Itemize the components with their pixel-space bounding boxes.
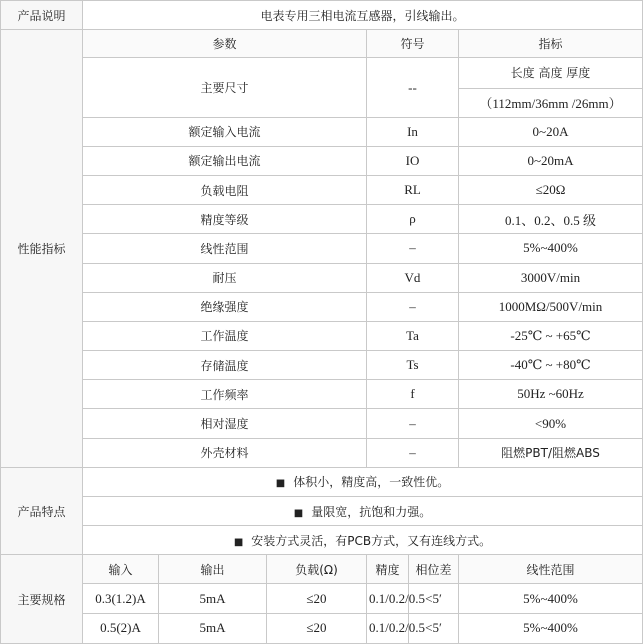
specs-header-row [1, 555, 643, 584]
feature-text: 体积小，精度高，一致性优。 [293, 475, 450, 490]
spec-cell: 0~20A [459, 117, 643, 146]
spec-cell: ≤20Ω [459, 176, 643, 205]
param-cell: 负载电阻 [83, 176, 367, 205]
symbol-cell: – [367, 234, 459, 263]
spec-header: 指标 [459, 30, 643, 58]
symbol-cell: RL [367, 176, 459, 205]
specs-header-accuracy: 精度 [367, 555, 409, 584]
feature-item [83, 526, 643, 555]
spec-cell: 阻燃PBT/阻燃ABS [459, 438, 643, 467]
param-cell: 精度等级 [83, 205, 367, 234]
feature-row [1, 496, 643, 525]
symbol-cell: – [367, 292, 459, 321]
spec-output: 5mA [159, 613, 267, 643]
feature-item [83, 496, 643, 525]
table-row [1, 292, 643, 321]
specs-label: 主要规格 [1, 555, 83, 644]
spec-accuracy: 0.1/0.2/0.5 [367, 584, 409, 613]
bullet-icon: ■ [275, 478, 286, 490]
bullet-icon: ■ [293, 507, 304, 519]
table-row [1, 321, 643, 350]
spec-cell: 5%~400% [459, 234, 643, 263]
symbol-header: 符号 [367, 30, 459, 58]
spec-cell: -40℃ ~ +80℃ [459, 351, 643, 380]
feature-text: 安装方式灵活，有PCB方式，又有连线方式。 [251, 533, 492, 548]
spec-linear: 5%~400% [459, 584, 643, 613]
symbol-cell: f [367, 380, 459, 409]
size-spec-line2: （112mm/36mm /26mm） [459, 88, 643, 117]
spec-output: 5mA [159, 584, 267, 613]
table-row [1, 438, 643, 467]
param-cell: 相对湿度 [83, 409, 367, 438]
table-row [1, 234, 643, 263]
table-row [1, 117, 643, 146]
bullet-icon: ■ [233, 536, 244, 548]
param-cell: 存储温度 [83, 351, 367, 380]
param-cell: 工作温度 [83, 321, 367, 350]
size-symbol: -- [367, 58, 459, 117]
symbol-cell: Ta [367, 321, 459, 350]
feature-text: 量限宽，抗饱和力强。 [311, 504, 432, 519]
spec-accuracy: 0.1/0.2/0.5 [367, 613, 409, 643]
param-cell: 外壳材料 [83, 438, 367, 467]
param-cell: 线性范围 [83, 234, 367, 263]
specs-header-output: 输出 [159, 555, 267, 584]
specs-header-linear: 线性范围 [459, 555, 643, 584]
param-cell: 额定输入电流 [83, 117, 367, 146]
feature-row [1, 526, 643, 555]
symbol-cell: – [367, 438, 459, 467]
feature-row [1, 467, 643, 496]
table-row [1, 146, 643, 175]
symbol-cell: Ts [367, 351, 459, 380]
table-row [1, 263, 643, 292]
performance-label: 性能指标 [1, 30, 83, 468]
spec-phase: <5′ [409, 584, 459, 613]
spec-load: ≤20 [267, 613, 367, 643]
spec-cell: 0~20mA [459, 146, 643, 175]
specs-header-phase: 相位差 [409, 555, 459, 584]
spec-input: 0.5(2)A [83, 613, 159, 643]
size-param: 主要尺寸 [83, 58, 367, 117]
table-row [1, 380, 643, 409]
spec-cell: <90% [459, 409, 643, 438]
table-row [1, 205, 643, 234]
spec-input: 0.3(1.2)A [83, 584, 159, 613]
intro-label: 产品说明 [1, 1, 83, 30]
spec-load: ≤20 [267, 584, 367, 613]
spec-cell: 1000MΩ/500V/min [459, 292, 643, 321]
spec-cell: 3000V/min [459, 263, 643, 292]
size-spec-line1: 长度 高度 厚度 [459, 58, 643, 88]
features-label: 产品特点 [1, 467, 83, 555]
table-row [1, 351, 643, 380]
spec-cell: 0.1、0.2、0.5 级 [459, 205, 643, 234]
table-row [1, 409, 643, 438]
spec-cell: 50Hz ~60Hz [459, 380, 643, 409]
spec-cell: -25℃ ~ +65℃ [459, 321, 643, 350]
table-row [1, 584, 643, 613]
specs-header-load: 负载(Ω) [267, 555, 367, 584]
param-cell: 额定输出电流 [83, 146, 367, 175]
performance-header-row [1, 30, 643, 58]
specs-header-input: 输入 [83, 555, 159, 584]
symbol-cell: – [367, 409, 459, 438]
size-row [1, 58, 643, 88]
symbol-cell: ρ [367, 205, 459, 234]
param-header: 参数 [83, 30, 367, 58]
feature-item [83, 467, 643, 496]
param-cell: 绝缘强度 [83, 292, 367, 321]
symbol-cell: IO [367, 146, 459, 175]
intro-row [1, 1, 643, 30]
intro-text: 电表专用三相电流互感器，引线输出。 [83, 1, 643, 30]
symbol-cell: Vd [367, 263, 459, 292]
symbol-cell: In [367, 117, 459, 146]
spec-linear: 5%~400% [459, 613, 643, 643]
table-row [1, 176, 643, 205]
spec-phase: <5′ [409, 613, 459, 643]
table-row [1, 613, 643, 643]
param-cell: 工作频率 [83, 380, 367, 409]
param-cell: 耐压 [83, 263, 367, 292]
